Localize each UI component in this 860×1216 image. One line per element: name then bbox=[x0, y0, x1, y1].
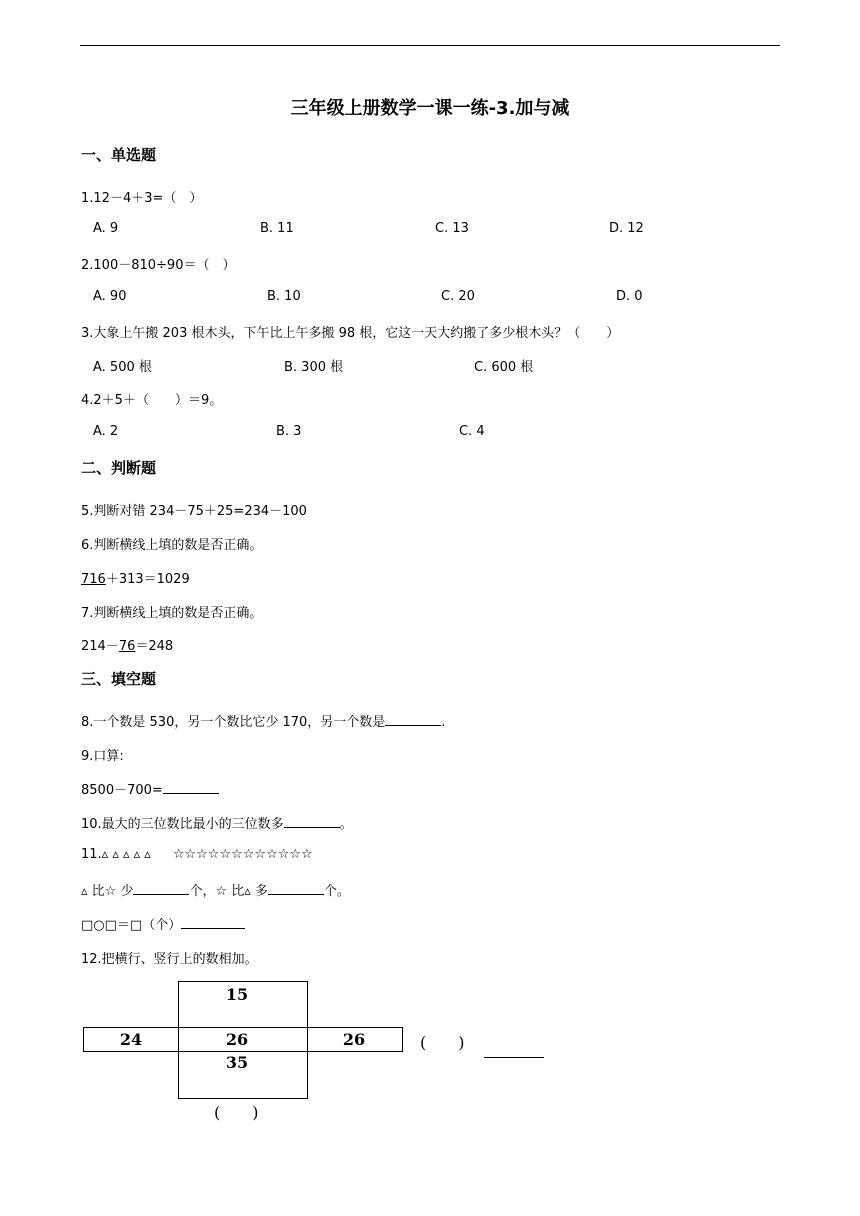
grid-top-number: 15 bbox=[225, 985, 249, 1004]
q11-blank-1[interactable] bbox=[133, 882, 189, 895]
q8-period: . bbox=[441, 715, 446, 730]
question-9-expression bbox=[81, 779, 219, 798]
q11-text-a: ▵ 比☆ 少 bbox=[81, 884, 134, 899]
q3-option-a[interactable]: A. 500 根 bbox=[93, 360, 152, 375]
question-11-line3 bbox=[81, 914, 245, 933]
question-10 bbox=[81, 813, 353, 832]
q3-option-c[interactable]: C. 600 根 bbox=[474, 360, 534, 375]
question-4: 4.2＋5＋（ ）＝9。 bbox=[81, 393, 223, 408]
q6-equation-rest: ＋313＝1029 bbox=[105, 572, 190, 587]
q11-text-c: 个。 bbox=[323, 884, 350, 899]
question-5: 5.判断对错 234－75＋25=234－100 bbox=[81, 504, 307, 519]
q2-option-a[interactable]: A. 90 bbox=[93, 289, 127, 304]
q7-underlined-number: 76 bbox=[118, 639, 136, 654]
q4-option-b[interactable]: B. 3 bbox=[276, 424, 302, 439]
question-1: 1.12－4＋3=（ ） bbox=[81, 191, 203, 206]
q10-text: 10.最大的三位数比最小的三位数多 bbox=[81, 817, 284, 832]
q4-option-c[interactable]: C. 4 bbox=[459, 424, 485, 439]
q11-equation: □○□＝□（个） bbox=[81, 918, 182, 933]
section-heading-true-false: 二、判断题 bbox=[81, 459, 157, 477]
star-icons: ☆☆☆☆☆☆☆☆☆☆☆☆ bbox=[172, 847, 313, 862]
q3-option-b[interactable]: B. 300 根 bbox=[284, 360, 344, 375]
q8-answer-blank[interactable] bbox=[385, 713, 441, 726]
row-sum-answer-paren[interactable]: ( ) bbox=[420, 1033, 465, 1052]
q4-option-a[interactable]: A. 2 bbox=[93, 424, 119, 439]
q7-equation-rest: ＝248 bbox=[135, 639, 174, 654]
question-2: 2.100－810÷90＝（ ） bbox=[81, 258, 236, 273]
q6-underlined-number: 716 bbox=[81, 572, 106, 587]
question-9: 9.口算: bbox=[81, 749, 124, 764]
question-7-equation bbox=[81, 635, 173, 654]
grid-center-number: 26 bbox=[225, 1030, 249, 1049]
grid-left-number: 24 bbox=[119, 1030, 143, 1049]
question-7: 7.判断横线上填的数是否正确。 bbox=[81, 606, 263, 621]
question-3: 3.大象上午搬 203 根木头，下午比上午多搬 98 根，它这一天大约搬了多少根木头？（ ） bbox=[81, 326, 620, 341]
grid-right-number: 26 bbox=[342, 1030, 366, 1049]
q2-option-b[interactable]: B. 10 bbox=[267, 289, 301, 304]
q10-answer-blank[interactable] bbox=[284, 815, 340, 828]
q9-expr: 8500－700= bbox=[81, 783, 163, 798]
q1-option-d[interactable]: D. 12 bbox=[609, 221, 644, 236]
q2-option-d[interactable]: D. 0 bbox=[616, 289, 643, 304]
question-6-equation bbox=[81, 568, 190, 587]
question-11-line2 bbox=[81, 880, 350, 899]
row-sum-answer-line bbox=[484, 1057, 544, 1058]
q2-option-c[interactable]: C. 20 bbox=[441, 289, 475, 304]
question-6: 6.判断横线上填的数是否正确。 bbox=[81, 538, 263, 553]
q1-option-b[interactable]: B. 11 bbox=[260, 221, 294, 236]
q1-option-c[interactable]: C. 13 bbox=[435, 221, 469, 236]
question-12: 12.把横行、竖行上的数相加。 bbox=[81, 952, 258, 967]
q9-answer-blank[interactable] bbox=[163, 781, 219, 794]
q1-option-a[interactable]: A. 9 bbox=[93, 221, 119, 236]
q11-blank-2[interactable] bbox=[268, 882, 324, 895]
grid-bottom-number: 35 bbox=[225, 1053, 249, 1072]
question-8 bbox=[81, 711, 445, 730]
q11-text-b: 个，☆ 比▵ 多 bbox=[189, 884, 268, 899]
column-sum-answer-paren[interactable]: ( ) bbox=[214, 1103, 259, 1122]
q8-text: 8.一个数是 530，另一个数比它少 170，另一个数是 bbox=[81, 715, 386, 730]
header-rule bbox=[80, 45, 780, 46]
q10-end: 。 bbox=[339, 817, 353, 832]
question-11-figures bbox=[81, 847, 313, 862]
q11-blank-3[interactable] bbox=[181, 916, 245, 929]
section-heading-fill-blank: 三、填空题 bbox=[81, 670, 157, 688]
triangle-icons: 11.▵ ▵ ▵ ▵ ▵ bbox=[81, 847, 151, 862]
section-heading-single-choice: 一、单选题 bbox=[81, 146, 157, 164]
q7-equation-start: 214－ bbox=[81, 639, 119, 654]
page-title: 三年级上册数学一课一练-3.加与减 bbox=[290, 98, 570, 119]
